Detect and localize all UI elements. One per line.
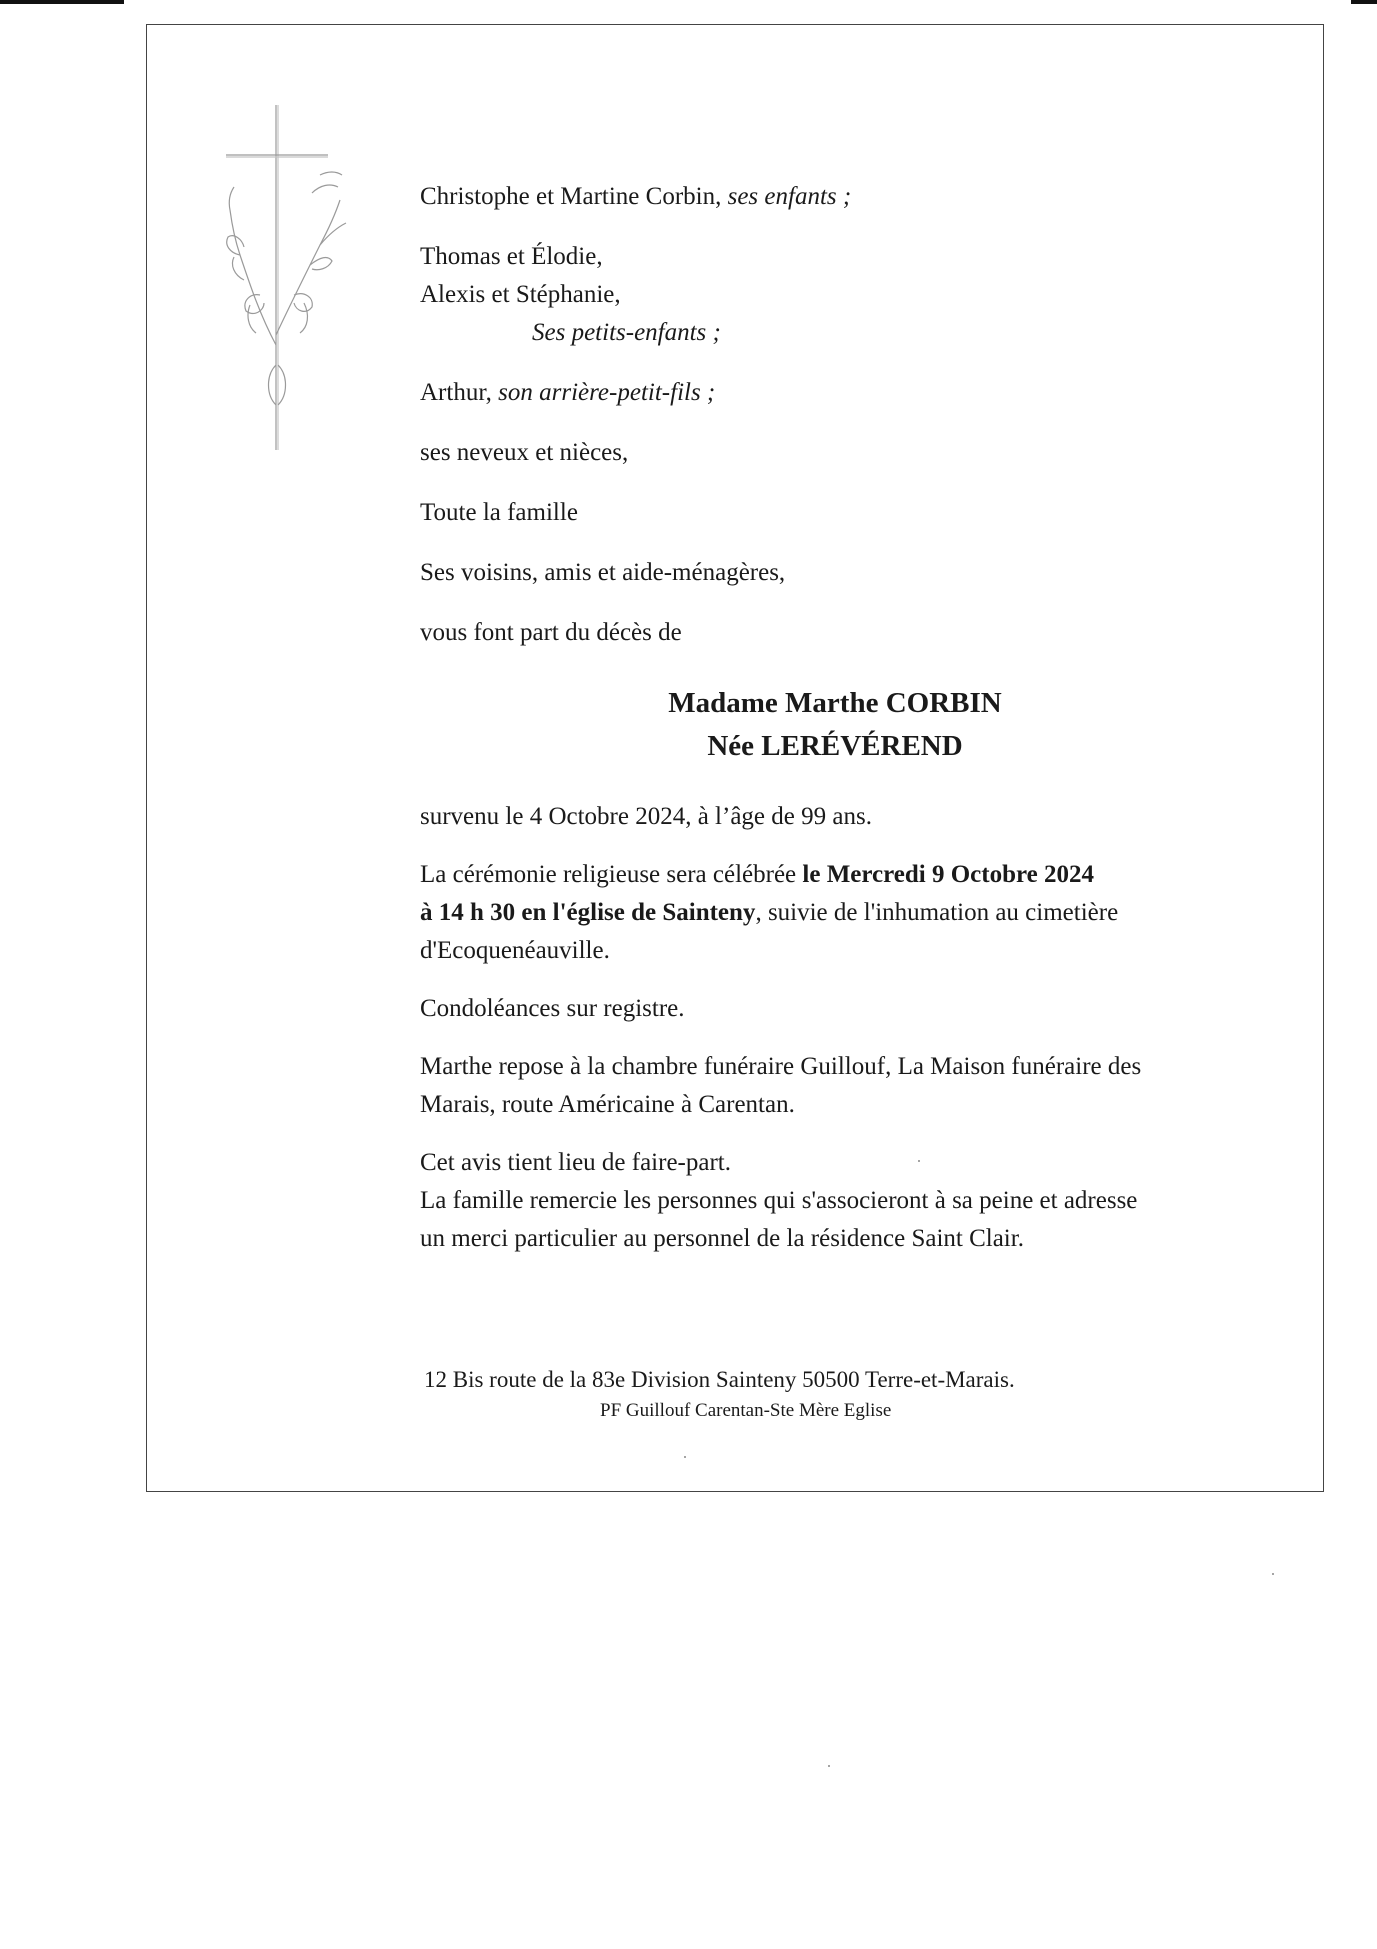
children-line [420,178,1250,216]
thanks-line-1: La famille remercie les personnes qui s'associeront à sa peine et adresse [420,1187,1138,1214]
scan-speck [918,1160,920,1162]
cross-with-lilies-icon [220,105,350,450]
great-grandchild-line [420,374,1250,412]
maiden-name: Née LERÉVÉREND [707,730,963,762]
whole-family-line: Toute la famille [420,499,578,526]
notice-line: Cet avis tient lieu de faire-part. [420,1149,731,1176]
rest-line-2: Marais, route Américaine à Carentan. [420,1091,795,1118]
scan-edge-mark-left [0,0,124,4]
ceremony-line-2 [420,894,1250,932]
address-line: 12 Bis route de la 83e Division Sainteny 50500 Terre-et-Marais. [424,1367,1015,1392]
children-names: Christophe et Martine Corbin, [420,183,722,210]
scan-speck [1272,1573,1274,1575]
rest-line-1: Marthe repose à la chambre funéraire Guillouf, La Maison funéraire des [420,1053,1142,1080]
grandchild-line-1: Thomas et Élodie, [420,243,603,270]
deceased-name: Madame Marthe CORBIN [668,687,1002,719]
ceremony-date: le Mercredi 9 Octobre 2024 [802,861,1094,888]
children-role: ses enfants ; [727,183,852,210]
ceremony-place: d'Ecoquenéauville. [420,937,610,964]
great-grandchild-role: son arrière-petit-fils ; [498,379,716,406]
grandchildren-role [420,314,1250,352]
scan-edge-mark-right [1351,0,1377,4]
condolences-line: Condoléances sur registre. [420,995,685,1022]
funeral-home-line: PF Guillouf Carentan-Ste Mère Eglise [600,1400,892,1421]
great-grandchild-name: Arthur, [420,379,492,406]
death-info: survenu le 4 Octobre 2024, à l’âge de 99 ans. [420,803,872,830]
ceremony-end: , suivie de l'inhumation au cimetière [755,899,1119,926]
ceremony-line-1 [420,856,1250,894]
notice-body [420,178,1250,1258]
grandchild-line-2: Alexis et Stéphanie, [420,281,621,308]
nephews-line: ses neveux et nièces, [420,439,629,466]
notice-footer [420,1364,1250,1426]
scan-speck [828,1765,830,1767]
neighbors-line: Ses voisins, amis et aide-ménagères, [420,559,786,586]
scan-speck [684,1456,686,1458]
ceremony-time-place: à 14 h 30 en l'église de Sainteny [420,899,756,926]
ceremony-start: La cérémonie religieuse sera célébrée [420,861,803,888]
thanks-line-2: un merci particulier au personnel de la résidence Saint Clair. [420,1225,1024,1252]
intro-line: vous font part du décès de [420,619,682,646]
grandchildren-role-text: Ses petits-enfants ; [532,319,721,346]
